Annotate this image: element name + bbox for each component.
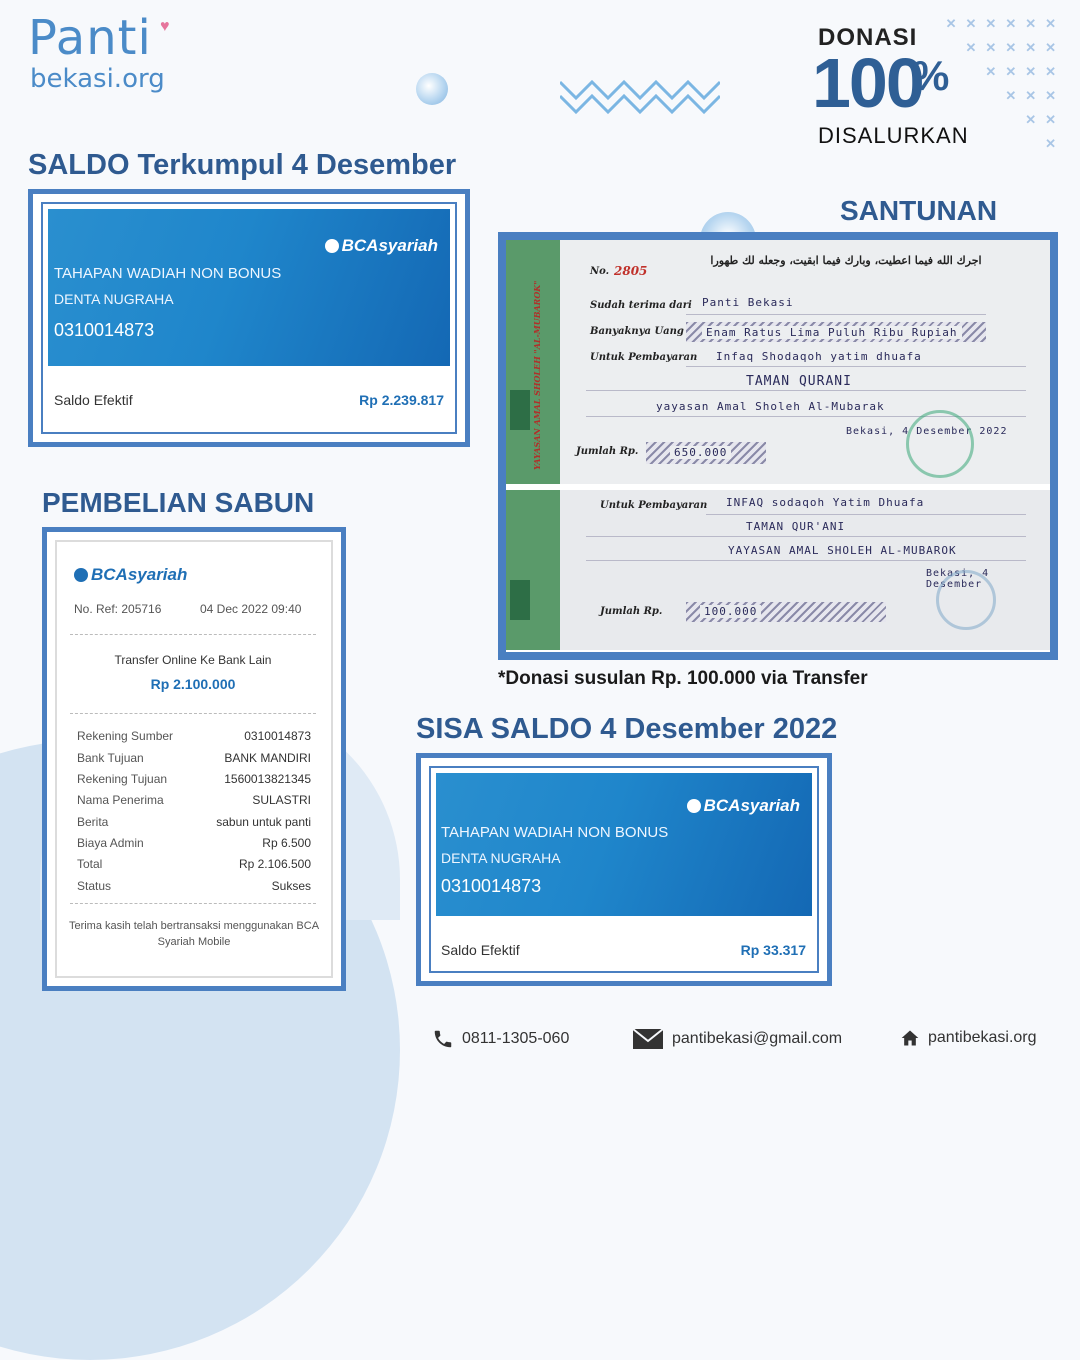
- payment-for-value: Infaq Shodaqoh yatim dhuafa: [716, 350, 922, 363]
- receipt-row: Bank Tujuan BANK MANDIRI: [77, 751, 311, 765]
- account-type: TAHAPAN WADIAH NON BONUS: [54, 265, 282, 282]
- kwitansi-photo-1: [506, 240, 1050, 484]
- footer-website[interactable]: [900, 1028, 1037, 1048]
- receipt-row: Rekening Tujuan 1560013821345: [77, 772, 311, 786]
- bubble-decoration: [416, 73, 448, 105]
- account-type: TAHAPAN WADIAH NON BONUS: [441, 824, 669, 841]
- kwitansi-side-strip: [506, 240, 560, 484]
- total-value: 100.000: [700, 605, 761, 618]
- receipt-title: Transfer Online Ke Bank Lain: [114, 653, 272, 667]
- phone-icon: [432, 1028, 454, 1050]
- brand-logo-name: Panti: [28, 10, 152, 66]
- kwitansi-arabic-text: اجرك الله فيما اعطيت، وبارك فيما ابقيت، وجعله لك طهورا: [710, 254, 982, 267]
- stamp-seal: [906, 410, 974, 478]
- receipt-row: Biaya Admin Rp 6.500: [77, 836, 311, 850]
- kwitansi-photo-2: [506, 490, 1050, 650]
- mail-icon: [632, 1028, 664, 1050]
- receipt-row: Berita sabun untuk panti: [77, 815, 311, 829]
- kwitansi-line: [586, 536, 1026, 537]
- payment-for-value: INFAQ sodaqoh Yatim Dhuafa: [726, 496, 925, 509]
- brand-logo-domain: bekasi.org: [30, 64, 165, 94]
- kwitansi-side-strip: [506, 490, 560, 650]
- kwitansi-line: [706, 514, 1026, 515]
- label-total: Jumlah Rp.: [600, 606, 663, 617]
- badge-disalurkan: DISALURKAN: [818, 123, 969, 148]
- kwitansi-date: Bekasi, 4 Desember: [926, 568, 990, 590]
- receipt-row: Status Sukses: [77, 879, 311, 893]
- account-holder: DENTA NUGRAHA: [54, 291, 174, 307]
- payment-for-value: yayasan Amal Sholeh Al-Mubarak: [656, 400, 885, 413]
- kwitansi-org-name: YAYASAN AMAL SHOLEH "AL-MUBAROK": [532, 280, 542, 470]
- kwitansi-line: [686, 366, 1026, 367]
- receipt-row: Nama Penerima SULASTRI: [77, 793, 311, 807]
- footer-phone-text: 0811-1305-060: [462, 1030, 570, 1047]
- amount-words-value: Enam Ratus Lima Puluh Ribu Rupiah: [702, 326, 962, 339]
- bank-balance-card: [436, 773, 812, 966]
- zigzag-decoration: [560, 74, 720, 120]
- received-from-value: Panti Bekasi: [702, 296, 794, 309]
- kwitansi-date: Bekasi, 4 Desember 2022: [846, 426, 1008, 437]
- saldo-label: Saldo Efektif: [54, 392, 133, 408]
- home-icon: [900, 1028, 920, 1048]
- bca-syariah-logo: BCAsyariah: [74, 565, 187, 585]
- x-pattern-decoration: ✕✕✕✕✕✕ ✕✕✕✕✕ ✕✕✕✕ ✕✕✕ ✕✕ ✕: [945, 16, 1065, 151]
- saldo-card-frame: [28, 189, 470, 447]
- divider: [70, 713, 316, 714]
- bank-balance-card: [48, 209, 450, 427]
- footer-email-text: pantibekasi@gmail.com: [672, 1030, 843, 1047]
- saldo-label: Saldo Efektif: [441, 942, 520, 958]
- receipt-row: Rekening Sumber 0310014873: [77, 729, 311, 743]
- divider: [70, 903, 316, 904]
- santunan-photo-frame: [498, 232, 1058, 660]
- badge-100: 100: [812, 44, 923, 122]
- kwitansi-number-label: No.: [590, 266, 610, 277]
- payment-for-value: YAYASAN AMAL SHOLEH AL-MUBAROK: [728, 544, 957, 557]
- receipt-row: Total Rp 2.106.500: [77, 857, 311, 871]
- donation-note: *Donasi susulan Rp. 100.000 via Transfer: [498, 668, 868, 689]
- receipt-amount: Rp 2.100.000: [150, 676, 236, 692]
- kwitansi-line: [586, 390, 1026, 391]
- badge-percent: %: [912, 52, 950, 99]
- total-value: 650.000: [670, 446, 731, 459]
- footer-email[interactable]: [632, 1028, 842, 1050]
- heart-icon: ♥: [160, 18, 170, 35]
- kwitansi-line: [686, 314, 986, 315]
- divider: [70, 634, 316, 635]
- footer-phone[interactable]: [432, 1028, 569, 1050]
- heading-santunan: SANTUNAN: [840, 195, 998, 226]
- kwitansi-number: 2805: [614, 264, 648, 278]
- heading-pembelian: PEMBELIAN SABUN: [42, 487, 315, 518]
- payment-for-value: TAMAN QURANI: [746, 374, 852, 389]
- heading-sisa: SISA SALDO 4 Desember 2022: [416, 713, 838, 745]
- heading-saldo: SALDO Terkumpul 4 Desember: [28, 149, 457, 181]
- bca-syariah-logo: BCAsyariah: [325, 236, 438, 256]
- receipt-datetime: 04 Dec 2022 09:40: [200, 602, 302, 616]
- badge-donasi: DONASI: [818, 24, 918, 51]
- stamp-seal: [936, 570, 996, 630]
- kwitansi-line: [586, 560, 1026, 561]
- label-total: Jumlah Rp.: [576, 446, 639, 457]
- account-number: 0310014873: [54, 320, 155, 340]
- saldo-value: Rp 33.317: [740, 942, 806, 958]
- label-payment-for: Untuk Pembayaran: [600, 500, 708, 511]
- bca-syariah-logo: BCAsyariah: [687, 796, 800, 816]
- label-payment-for: Untuk Pembayaran: [590, 352, 698, 363]
- receipt-footer-text: Terima kasih telah bertransaksi menggunakan BCA Syariah Mobile: [68, 920, 320, 948]
- receipt-ref: No. Ref: 205716: [74, 602, 162, 616]
- account-holder: DENTA NUGRAHA: [441, 850, 561, 866]
- account-number: 0310014873: [441, 876, 542, 896]
- label-amount-words: Banyaknya Uang: [590, 326, 684, 337]
- footer-website-text: pantibekasi.org: [928, 1029, 1037, 1046]
- sisa-saldo-card-frame: [416, 753, 832, 986]
- payment-for-value: TAMAN QUR'ANI: [746, 520, 846, 533]
- label-received-from: Sudah terima dari: [590, 300, 692, 311]
- saldo-value: Rp 2.239.817: [359, 392, 444, 408]
